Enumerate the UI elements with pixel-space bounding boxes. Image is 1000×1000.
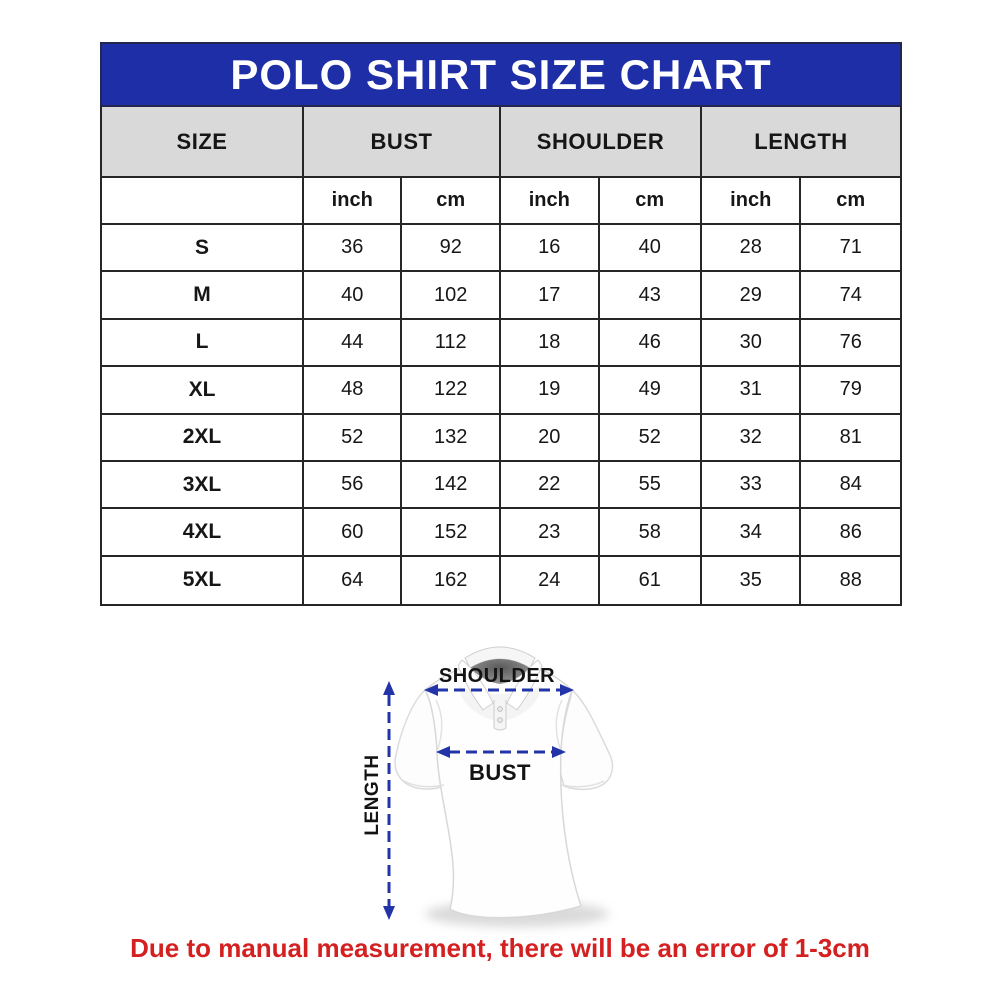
- column-header-length: LENGTH: [702, 107, 900, 178]
- shoulder-cm-cell: 58: [600, 509, 702, 556]
- unit-header: inch: [304, 178, 403, 225]
- unit-header: cm: [801, 178, 900, 225]
- measurement-note: Due to manual measurement, there will be an error of 1-3cm: [130, 933, 870, 963]
- column-header-bust: BUST: [304, 107, 501, 178]
- bust-inch-cell: 64: [304, 557, 403, 604]
- shoulder-cm-cell: 55: [600, 462, 702, 509]
- button: [498, 718, 503, 723]
- size-table: [100, 107, 902, 606]
- bust-cm-cell: 102: [402, 272, 501, 319]
- length-inch-cell: 34: [702, 509, 802, 556]
- shoulder-cm-cell: 52: [600, 415, 702, 462]
- shoulder-inch-cell: 19: [501, 367, 600, 414]
- size-cell: 2XL: [102, 415, 304, 462]
- size-cell: 5XL: [102, 557, 304, 604]
- button: [498, 707, 503, 712]
- bust-inch-cell: 60: [304, 509, 403, 556]
- bust-inch-cell: 56: [304, 462, 403, 509]
- bust-inch-cell: 52: [304, 415, 403, 462]
- length-cm-cell: 86: [801, 509, 900, 556]
- bust-cm-cell: 122: [402, 367, 501, 414]
- unit-header: cm: [402, 178, 501, 225]
- length-label: LENGTH: [362, 754, 383, 836]
- length-cm-cell: 79: [801, 367, 900, 414]
- size-cell: L: [102, 320, 304, 367]
- column-header-size: SIZE: [102, 107, 304, 178]
- placket: [494, 700, 506, 730]
- length-inch-cell: 28: [702, 225, 802, 272]
- size-cell: S: [102, 225, 304, 272]
- bust-inch-cell: 40: [304, 272, 403, 319]
- shoulder-inch-cell: 17: [501, 272, 600, 319]
- length-inch-cell: 33: [702, 462, 802, 509]
- length-cm-cell: 76: [801, 320, 900, 367]
- size-cell: 3XL: [102, 462, 304, 509]
- shoulder-label: SHOULDER: [438, 665, 556, 687]
- bust-cm-cell: 132: [402, 415, 501, 462]
- size-chart: [100, 42, 902, 606]
- shoulder-inch-cell: 22: [501, 462, 600, 509]
- shoulder-cm-cell: 61: [600, 557, 702, 604]
- bust-cm-cell: 162: [402, 557, 501, 604]
- length-inch-cell: 30: [702, 320, 802, 367]
- bust-cm-cell: 112: [402, 320, 501, 367]
- length-inch-cell: 29: [702, 272, 802, 319]
- length-cm-cell: 81: [801, 415, 900, 462]
- page-title: POLO SHIRT SIZE CHART: [230, 50, 772, 98]
- length-cm-cell: 71: [801, 225, 900, 272]
- shoulder-inch-cell: 24: [501, 557, 600, 604]
- bust-inch-cell: 44: [304, 320, 403, 367]
- bust-cm-cell: 92: [402, 225, 501, 272]
- unit-header: inch: [702, 178, 802, 225]
- unit-header: inch: [501, 178, 600, 225]
- length-arrow: [383, 681, 395, 920]
- shoulder-inch-cell: 23: [501, 509, 600, 556]
- bust-label: BUST: [469, 760, 531, 785]
- length-inch-cell: 32: [702, 415, 802, 462]
- chart-title-bar: [100, 42, 902, 107]
- unit-header: cm: [600, 178, 702, 225]
- shoulder-cm-cell: 43: [600, 272, 702, 319]
- bust-cm-cell: 142: [402, 462, 501, 509]
- column-header-shoulder: SHOULDER: [501, 107, 702, 178]
- bust-inch-cell: 48: [304, 367, 403, 414]
- length-cm-cell: 88: [801, 557, 900, 604]
- size-cell: 4XL: [102, 509, 304, 556]
- shoulder-inch-cell: 20: [501, 415, 600, 462]
- polo-shirt-diagram: [330, 612, 670, 948]
- shoulder-cm-cell: 40: [600, 225, 702, 272]
- shoulder-inch-cell: 16: [501, 225, 600, 272]
- shoulder-cm-cell: 49: [600, 367, 702, 414]
- size-cell: M: [102, 272, 304, 319]
- shoulder-cm-cell: 46: [600, 320, 702, 367]
- bust-inch-cell: 36: [304, 225, 403, 272]
- length-cm-cell: 84: [801, 462, 900, 509]
- unit-spacer-cell: [102, 178, 304, 225]
- shoulder-inch-cell: 18: [501, 320, 600, 367]
- length-inch-cell: 31: [702, 367, 802, 414]
- bust-cm-cell: 152: [402, 509, 501, 556]
- length-cm-cell: 74: [801, 272, 900, 319]
- size-cell: XL: [102, 367, 304, 414]
- length-inch-cell: 35: [702, 557, 802, 604]
